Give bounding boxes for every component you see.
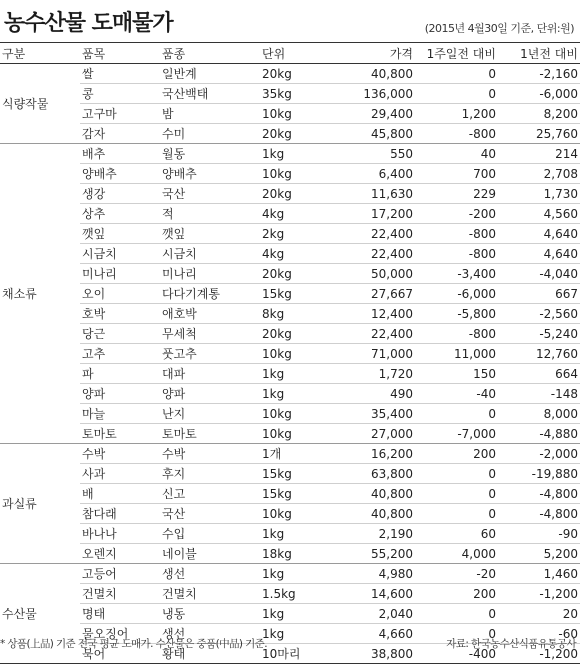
table-row — [0, 444, 580, 464]
variety-cell: 무세척 — [160, 324, 260, 344]
price-cell: 2,040 — [330, 604, 415, 624]
year-change-cell: 664 — [498, 364, 580, 384]
unit-cell: 20kg — [260, 324, 330, 344]
year-change-cell: 4,640 — [498, 224, 580, 244]
variety-cell: 대파 — [160, 364, 260, 384]
week-change-cell: 0 — [415, 84, 498, 104]
week-change-cell: 0 — [415, 464, 498, 484]
table-row — [0, 544, 580, 564]
table-row — [0, 384, 580, 404]
week-change-cell: -7,000 — [415, 424, 498, 444]
table-row — [0, 524, 580, 544]
table-row — [0, 504, 580, 524]
item-cell: 오이 — [80, 284, 160, 304]
price-cell: 40,800 — [330, 504, 415, 524]
variety-cell: 신고 — [160, 484, 260, 504]
week-change-cell: 200 — [415, 584, 498, 604]
table-row — [0, 304, 580, 324]
item-cell: 고등어 — [80, 564, 160, 584]
year-change-cell: -5,240 — [498, 324, 580, 344]
price-cell: 490 — [330, 384, 415, 404]
variety-cell: 일반계 — [160, 64, 260, 84]
week-change-cell: 0 — [415, 64, 498, 84]
variety-cell: 생선 — [160, 564, 260, 584]
week-change-cell: 0 — [415, 504, 498, 524]
variety-cell: 미나리 — [160, 264, 260, 284]
unit-cell: 2kg — [260, 224, 330, 244]
price-cell: 40,800 — [330, 64, 415, 84]
table-row — [0, 104, 580, 124]
week-change-cell: -200 — [415, 204, 498, 224]
week-change-cell: 11,000 — [415, 344, 498, 364]
variety-cell: 네이블 — [160, 544, 260, 564]
item-cell: 상추 — [80, 204, 160, 224]
week-change-cell: 229 — [415, 184, 498, 204]
week-change-cell: 0 — [415, 624, 498, 644]
unit-cell: 20kg — [260, 184, 330, 204]
variety-cell: 적 — [160, 204, 260, 224]
week-change-cell: -400 — [415, 644, 498, 664]
item-cell: 생강 — [80, 184, 160, 204]
column-header-unit: 단위 — [260, 43, 330, 64]
week-change-cell: -20 — [415, 564, 498, 584]
unit-cell: 1kg — [260, 604, 330, 624]
variety-cell: 깻잎 — [160, 224, 260, 244]
year-change-cell: 4,640 — [498, 244, 580, 264]
unit-cell: 1.5kg — [260, 584, 330, 604]
unit-cell: 20kg — [260, 264, 330, 284]
week-change-cell: -6,000 — [415, 284, 498, 304]
column-header-price: 가격 — [330, 43, 415, 64]
week-change-cell: -3,400 — [415, 264, 498, 284]
unit-cell: 10kg — [260, 164, 330, 184]
price-cell: 14,600 — [330, 584, 415, 604]
year-change-cell: -19,880 — [498, 464, 580, 484]
week-change-cell: 1,200 — [415, 104, 498, 124]
year-change-cell: 667 — [498, 284, 580, 304]
price-cell: 22,400 — [330, 324, 415, 344]
table-row — [0, 84, 580, 104]
table-row — [0, 244, 580, 264]
price-cell: 29,400 — [330, 104, 415, 124]
year-change-cell: 8,200 — [498, 104, 580, 124]
variety-cell: 시금치 — [160, 244, 260, 264]
year-change-cell: -4,880 — [498, 424, 580, 444]
item-cell: 감자 — [80, 124, 160, 144]
price-cell: 22,400 — [330, 244, 415, 264]
unit-cell: 35kg — [260, 84, 330, 104]
category-cell: 수산물 — [0, 564, 80, 664]
item-cell: 마늘 — [80, 404, 160, 424]
week-change-cell: 40 — [415, 144, 498, 164]
unit-cell: 10kg — [260, 424, 330, 444]
year-change-cell: -2,560 — [498, 304, 580, 324]
table-row — [0, 364, 580, 384]
unit-cell: 1kg — [260, 624, 330, 644]
table-row — [0, 324, 580, 344]
variety-cell: 양배추 — [160, 164, 260, 184]
item-cell: 배 — [80, 484, 160, 504]
date-unit-note: (2015년 4월30일 기준, 단위:원) — [424, 22, 574, 35]
table-row — [0, 344, 580, 364]
year-change-cell: -6,000 — [498, 84, 580, 104]
unit-cell: 1kg — [260, 524, 330, 544]
item-cell: 바나나 — [80, 524, 160, 544]
unit-cell: 1kg — [260, 564, 330, 584]
variety-cell: 국산백태 — [160, 84, 260, 104]
header-row — [0, 43, 580, 64]
price-cell: 38,800 — [330, 644, 415, 664]
price-cell: 12,400 — [330, 304, 415, 324]
week-change-cell: 700 — [415, 164, 498, 184]
table-header — [0, 43, 580, 64]
category-cell: 과실류 — [0, 444, 80, 564]
year-change-cell: 1,460 — [498, 564, 580, 584]
year-change-cell: -90 — [498, 524, 580, 544]
year-change-cell: 8,000 — [498, 404, 580, 424]
item-cell: 미나리 — [80, 264, 160, 284]
unit-cell: 1kg — [260, 144, 330, 164]
unit-cell: 4kg — [260, 204, 330, 224]
price-cell: 11,630 — [330, 184, 415, 204]
table-row — [0, 464, 580, 484]
variety-cell: 풋고추 — [160, 344, 260, 364]
price-cell: 27,000 — [330, 424, 415, 444]
table-row — [0, 404, 580, 424]
unit-cell: 10kg — [260, 404, 330, 424]
price-table — [0, 42, 580, 664]
year-change-cell: 20 — [498, 604, 580, 624]
variety-cell: 토마토 — [160, 424, 260, 444]
price-cell: 55,200 — [330, 544, 415, 564]
variety-cell: 후지 — [160, 464, 260, 484]
item-cell: 깻잎 — [80, 224, 160, 244]
year-change-cell: -2,000 — [498, 444, 580, 464]
week-change-cell: 150 — [415, 364, 498, 384]
table-row — [0, 164, 580, 184]
unit-cell: 10kg — [260, 504, 330, 524]
price-cell: 71,000 — [330, 344, 415, 364]
price-cell: 6,400 — [330, 164, 415, 184]
category-cell: 식량작물 — [0, 64, 80, 144]
item-cell: 물오징어 — [80, 624, 160, 644]
variety-cell: 수박 — [160, 444, 260, 464]
variety-cell: 건멸치 — [160, 584, 260, 604]
year-change-cell: 214 — [498, 144, 580, 164]
table-row — [0, 224, 580, 244]
table-row — [0, 484, 580, 504]
item-cell: 쌀 — [80, 64, 160, 84]
week-change-cell: 60 — [415, 524, 498, 544]
week-change-cell: -5,800 — [415, 304, 498, 324]
price-cell: 27,667 — [330, 284, 415, 304]
item-cell: 사과 — [80, 464, 160, 484]
year-change-cell: 25,760 — [498, 124, 580, 144]
item-cell: 오렌지 — [80, 544, 160, 564]
week-change-cell: 4,000 — [415, 544, 498, 564]
source-credit: 자료: 한국농수산식품유통공사 — [446, 638, 576, 650]
week-change-cell: -800 — [415, 124, 498, 144]
variety-cell: 양파 — [160, 384, 260, 404]
price-cell: 40,800 — [330, 484, 415, 504]
price-cell: 136,000 — [330, 84, 415, 104]
variety-cell: 다다기계통 — [160, 284, 260, 304]
variety-cell: 생선 — [160, 624, 260, 644]
item-cell: 건멸치 — [80, 584, 160, 604]
price-cell: 1,720 — [330, 364, 415, 384]
unit-cell: 1개 — [260, 444, 330, 464]
column-header-item: 품목 — [80, 43, 160, 64]
category-cell: 채소류 — [0, 144, 80, 444]
column-header-variety: 품종 — [160, 43, 260, 64]
table-body — [0, 64, 580, 664]
price-cell: 35,400 — [330, 404, 415, 424]
table-row — [0, 124, 580, 144]
price-cell: 63,800 — [330, 464, 415, 484]
table-row — [0, 184, 580, 204]
unit-cell: 20kg — [260, 124, 330, 144]
price-cell: 50,000 — [330, 264, 415, 284]
year-change-cell: -4,800 — [498, 504, 580, 524]
week-change-cell: -800 — [415, 244, 498, 264]
unit-cell: 15kg — [260, 464, 330, 484]
price-cell: 17,200 — [330, 204, 415, 224]
table-row — [0, 264, 580, 284]
week-change-cell: -40 — [415, 384, 498, 404]
unit-cell: 1kg — [260, 364, 330, 384]
table-row — [0, 144, 580, 164]
variety-cell: 냉동 — [160, 604, 260, 624]
variety-cell: 난지 — [160, 404, 260, 424]
table-row — [0, 564, 580, 584]
unit-cell: 15kg — [260, 484, 330, 504]
table-row — [0, 584, 580, 604]
column-header-category: 구분 — [0, 43, 80, 64]
table-row — [0, 64, 580, 84]
item-cell: 양파 — [80, 384, 160, 404]
year-change-cell: -60 — [498, 624, 580, 644]
unit-cell: 1kg — [260, 384, 330, 404]
item-cell: 당근 — [80, 324, 160, 344]
price-cell: 4,660 — [330, 624, 415, 644]
unit-cell: 4kg — [260, 244, 330, 264]
item-cell: 양배추 — [80, 164, 160, 184]
unit-cell: 20kg — [260, 64, 330, 84]
price-cell: 16,200 — [330, 444, 415, 464]
unit-cell: 15kg — [260, 284, 330, 304]
year-change-cell: 2,708 — [498, 164, 580, 184]
item-cell: 북어 — [80, 644, 160, 664]
year-change-cell: 12,760 — [498, 344, 580, 364]
table-row — [0, 424, 580, 444]
price-cell: 4,980 — [330, 564, 415, 584]
year-change-cell: -1,200 — [498, 644, 580, 664]
year-change-cell: 5,200 — [498, 544, 580, 564]
variety-cell: 국산 — [160, 504, 260, 524]
week-change-cell: -800 — [415, 224, 498, 244]
variety-cell: 수미 — [160, 124, 260, 144]
unit-cell: 10마리 — [260, 644, 330, 664]
item-cell: 배추 — [80, 144, 160, 164]
item-cell: 시금치 — [80, 244, 160, 264]
variety-cell: 황태 — [160, 644, 260, 664]
unit-cell: 10kg — [260, 104, 330, 124]
year-change-cell: -4,040 — [498, 264, 580, 284]
year-change-cell: -2,160 — [498, 64, 580, 84]
price-cell: 45,800 — [330, 124, 415, 144]
price-cell: 22,400 — [330, 224, 415, 244]
item-cell: 명태 — [80, 604, 160, 624]
item-cell: 호박 — [80, 304, 160, 324]
item-cell: 파 — [80, 364, 160, 384]
variety-cell: 수입 — [160, 524, 260, 544]
year-change-cell: -148 — [498, 384, 580, 404]
footnote: * 상품(上品) 기준 전국 평균 도매가. 수산물은 중품(中品) 기준. — [0, 638, 267, 650]
unit-cell: 10kg — [260, 344, 330, 364]
year-change-cell: 1,730 — [498, 184, 580, 204]
variety-cell: 밤 — [160, 104, 260, 124]
week-change-cell: -800 — [415, 324, 498, 344]
table-row — [0, 604, 580, 624]
variety-cell: 애호박 — [160, 304, 260, 324]
price-cell: 2,190 — [330, 524, 415, 544]
year-change-cell: -4,800 — [498, 484, 580, 504]
unit-cell: 8kg — [260, 304, 330, 324]
year-change-cell: 4,560 — [498, 204, 580, 224]
item-cell: 고추 — [80, 344, 160, 364]
item-cell: 수박 — [80, 444, 160, 464]
item-cell: 콩 — [80, 84, 160, 104]
unit-cell: 18kg — [260, 544, 330, 564]
week-change-cell: 0 — [415, 604, 498, 624]
week-change-cell: 0 — [415, 404, 498, 424]
table-row — [0, 204, 580, 224]
year-change-cell: -1,200 — [498, 584, 580, 604]
item-cell: 고구마 — [80, 104, 160, 124]
week-change-cell: 200 — [415, 444, 498, 464]
item-cell: 토마토 — [80, 424, 160, 444]
week-change-cell: 0 — [415, 484, 498, 504]
column-header-week-change: 1주일전 대비 — [415, 43, 498, 64]
price-cell: 550 — [330, 144, 415, 164]
item-cell: 참다래 — [80, 504, 160, 524]
column-header-year-change: 1년전 대비 — [498, 43, 580, 64]
table-row — [0, 284, 580, 304]
page-title: 농수산물 도매물가 — [4, 11, 173, 36]
variety-cell: 월동 — [160, 144, 260, 164]
variety-cell: 국산 — [160, 184, 260, 204]
